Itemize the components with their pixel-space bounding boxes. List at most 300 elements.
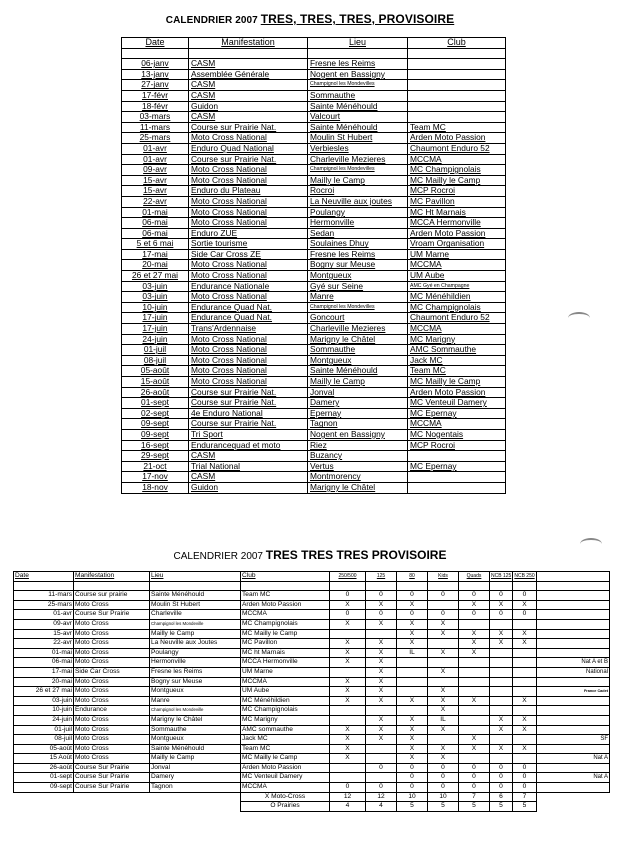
cell-lieu: Moulin St Hubert [150, 600, 241, 610]
cell-date: 21-oct [122, 461, 189, 472]
table-row [122, 249, 506, 260]
cell-date: 08-juil [14, 735, 74, 745]
cell-club: Chaumont Enduro 52 [408, 313, 506, 324]
cell-80: X [397, 629, 428, 639]
blank-cell [74, 792, 150, 802]
cell-date: 17-févr [122, 90, 189, 101]
cell-manifestation: Course sur Prairie Nat. [189, 398, 308, 409]
cell-club [408, 59, 506, 70]
calendar-table-1-body [122, 48, 506, 493]
cell-manifestation: Moto Cross National [189, 165, 308, 176]
cell-club: MC ht Marnais [241, 648, 330, 658]
cell-manifestation: Moto Cross [74, 754, 150, 764]
cell-date: 26 et 27 mai [122, 271, 189, 282]
cell-lieu: Moulin St Hubert [308, 133, 408, 144]
cell-manifestation: Moto Cross [74, 600, 150, 610]
cell-80: X [397, 744, 428, 754]
cell-club: AMC Sommauthe [408, 345, 506, 356]
table-row [122, 429, 506, 440]
cell-ncb125 [490, 658, 513, 668]
cell-quads [459, 667, 490, 677]
cell-kids: X [428, 629, 459, 639]
table-row [122, 48, 506, 59]
cell-quads: X [459, 648, 490, 658]
cell-lieu: Charleville Mezieres [308, 154, 408, 165]
cell-lieu: Sainte Ménéhould [308, 122, 408, 133]
cell-manifestation: Guidon [189, 101, 308, 112]
cell-date: 06-mai [14, 658, 74, 668]
cell-club: Arden Moto Passion [408, 387, 506, 398]
cell-quads: 0 [459, 610, 490, 620]
cell-club [408, 101, 506, 112]
cell-lieu: Buzancy [308, 451, 408, 462]
cell-lieu: Champignol les Mondeville [150, 619, 241, 629]
cell-club: Vroam Organisation [408, 239, 506, 250]
totals-value: 12 [330, 792, 366, 802]
cell-quads: X [459, 744, 490, 754]
cell-kids: X [428, 706, 459, 716]
cell-ncb125: X [490, 744, 513, 754]
cell-date: 20-mai [122, 260, 189, 271]
table-row [14, 581, 610, 591]
table-row [122, 260, 506, 271]
table-row [122, 143, 506, 154]
totals-value: 5 [490, 802, 513, 812]
cell-date: 15-avr [122, 175, 189, 186]
cell-manifestation: Trans'Ardennaise [189, 324, 308, 335]
cell-notes [537, 648, 610, 658]
cell-125: X [366, 696, 397, 706]
cell-notes [537, 591, 610, 601]
table-row [14, 706, 610, 716]
cell-date: 03-juin [14, 696, 74, 706]
cell-club: MC Mailly le Camp [241, 629, 330, 639]
cell-date: 01-sept [122, 398, 189, 409]
cell-250-500: X [330, 754, 366, 764]
cell-kids [428, 735, 459, 745]
header-manifestation: Manifestation [74, 572, 150, 582]
cell-manifestation: Enduro du Plateau [189, 186, 308, 197]
cell-125 [366, 581, 397, 591]
totals-value: 5 [459, 802, 490, 812]
cell-club: Team MC [408, 366, 506, 377]
cell-club: Team MC [241, 591, 330, 601]
cell-club: Arden Moto Passion [241, 763, 330, 773]
cell-lieu: Mailly le Camp [150, 754, 241, 764]
page2-title-main: TRES TRES TRES PROVISOIRE [265, 548, 447, 562]
cell-notes: Nat A [537, 773, 610, 783]
cell-lieu: Champignol les Mondevilles [308, 165, 408, 176]
cell-manifestation: Moto Cross National [189, 345, 308, 356]
cell-club: Arden Moto Passion [408, 228, 506, 239]
cell-80: X [397, 725, 428, 735]
blank-cell [537, 792, 610, 802]
cell-ncb250: 0 [513, 773, 537, 783]
cell-ncb125 [490, 677, 513, 687]
cell-250-500: X [330, 735, 366, 745]
cell-kids: X [428, 725, 459, 735]
cell-ncb125: X [490, 725, 513, 735]
totals-row [14, 792, 610, 802]
cell-kids: X [428, 687, 459, 697]
blank-cell [74, 802, 150, 812]
cell-kids: 0 [428, 610, 459, 620]
table-row [122, 112, 506, 123]
cell-notes [537, 619, 610, 629]
cell-club: MCCMA [408, 154, 506, 165]
cell-date: 06-mai [122, 218, 189, 229]
binder-hole-mark [568, 312, 590, 324]
table-row [122, 398, 506, 409]
cell-ncb250 [513, 706, 537, 716]
table-row [14, 687, 610, 697]
cell-lieu: Nogent en Bassigny [308, 429, 408, 440]
cell-125: 0 [366, 591, 397, 601]
cell-kids: 0 [428, 783, 459, 793]
table-row [122, 440, 506, 451]
page2-title-prefix: CALENDRIER 2007 [173, 551, 266, 562]
cell-ncb125 [490, 696, 513, 706]
cell-manifestation: Course sur Prairie Nat. [189, 387, 308, 398]
totals-value: 5 [397, 802, 428, 812]
calendar-table-2-body [14, 581, 610, 811]
cell-date: 10-juin [122, 302, 189, 313]
cell-250-500: X [330, 725, 366, 735]
blank-cell [150, 792, 241, 802]
cell-date [122, 48, 189, 59]
cell-ncb250: 0 [513, 783, 537, 793]
cell-lieu: Rocroi [308, 186, 408, 197]
cell-250-500: X [330, 619, 366, 629]
cell-125: X [366, 735, 397, 745]
cell-250-500: 0 [330, 591, 366, 601]
cell-manifestation: Moto Cross [74, 677, 150, 687]
cell-quads [459, 725, 490, 735]
table-row [122, 239, 506, 250]
table-row [14, 648, 610, 658]
cell-lieu: Damery [308, 398, 408, 409]
cell-date: 15-avr [14, 629, 74, 639]
cell-club: MCCMA [408, 324, 506, 335]
cell-manifestation: Moto Cross National [189, 218, 308, 229]
cell-ncb125: X [490, 715, 513, 725]
cell-notes [537, 763, 610, 773]
cell-manifestation: CASM [189, 59, 308, 70]
cell-ncb125: 0 [490, 783, 513, 793]
cell-club: Team MC [408, 122, 506, 133]
cell-lieu: Sainte Ménéhould [308, 101, 408, 112]
cell-80: X [397, 639, 428, 649]
cell-quads: 0 [459, 773, 490, 783]
cell-ncb125: X [490, 639, 513, 649]
cell-date: 06-janv [122, 59, 189, 70]
cell-club [408, 90, 506, 101]
blank-cell [14, 792, 74, 802]
cell-ncb250 [513, 687, 537, 697]
cell-date: 17-mai [122, 249, 189, 260]
cell-lieu: Manre [150, 696, 241, 706]
cell-club: Arden Moto Passion [241, 600, 330, 610]
cell-date: 22-avr [14, 639, 74, 649]
table-row [122, 218, 506, 229]
cell-250-500 [330, 629, 366, 639]
table-row [122, 228, 506, 239]
cell-125: X [366, 600, 397, 610]
cell-quads [459, 715, 490, 725]
cell-club: MCCMA [241, 677, 330, 687]
cell-manifestation: Course Sur Prairie [74, 783, 150, 793]
cell-date: 25-mars [122, 133, 189, 144]
cell-125: X [366, 725, 397, 735]
cell-manifestation: Moto Cross [74, 725, 150, 735]
cell-lieu: La Neuville aux Joutes [150, 639, 241, 649]
cell-ncb250 [513, 619, 537, 629]
cell-date: 25-mars [14, 600, 74, 610]
table-row [122, 377, 506, 388]
cell-125 [366, 706, 397, 716]
cell-lieu [150, 581, 241, 591]
cell-lieu: Manre [308, 292, 408, 303]
cell-manifestation: Moto Cross [74, 658, 150, 668]
totals-value: 12 [366, 792, 397, 802]
totals-value: 5 [428, 802, 459, 812]
cell-date: 05-août [122, 366, 189, 377]
table-row [122, 387, 506, 398]
cell-kids: 0 [428, 591, 459, 601]
cell-ncb250: 0 [513, 763, 537, 773]
cell-club: MC Ht Marnais [408, 207, 506, 218]
table-row [122, 334, 506, 345]
cell-club: MC Mailly le Camp [241, 754, 330, 764]
cell-manifestation: Moto Cross National [189, 133, 308, 144]
cell-manifestation: Moto Cross [74, 648, 150, 658]
cell-lieu: Hermonville [150, 658, 241, 668]
cell-kids [428, 639, 459, 649]
cell-manifestation: Endurance Nationale [189, 281, 308, 292]
cell-lieu: Marigny le Châtel [308, 334, 408, 345]
cell-date: 29-sept [122, 451, 189, 462]
cell-quads: X [459, 639, 490, 649]
cell-date: 15-avr [122, 186, 189, 197]
cell-date: 18-nov [122, 482, 189, 493]
cell-club: MC Ménéhildien [241, 696, 330, 706]
header-ncb125: NCB 125 [490, 572, 513, 582]
cell-notes [537, 639, 610, 649]
cell-125: 0 [366, 610, 397, 620]
cell-kids [428, 581, 459, 591]
cell-ncb125: X [490, 629, 513, 639]
cell-date: 09-avr [14, 619, 74, 629]
cell-club: MC Champignolais [241, 706, 330, 716]
cell-kids: X [428, 696, 459, 706]
cell-250-500 [330, 715, 366, 725]
cell-club: MC Venteuil Damery [241, 773, 330, 783]
cell-lieu: Damery [150, 773, 241, 783]
cell-date: 09-sept [14, 783, 74, 793]
cell-lieu: Charleville [150, 610, 241, 620]
cell-club: MC Epernay [408, 461, 506, 472]
cell-club [408, 112, 506, 123]
cell-manifestation: Moto Cross [74, 619, 150, 629]
table-row [122, 366, 506, 377]
cell-notes [537, 629, 610, 639]
cell-lieu: Champignol les Mondeville [150, 706, 241, 716]
cell-lieu: Mailly le Camp [308, 175, 408, 186]
table-row [122, 186, 506, 197]
cell-manifestation: Moto Cross National [189, 260, 308, 271]
cell-manifestation: Course Sur Prairie [74, 773, 150, 783]
blank-cell [150, 802, 241, 812]
cell-date: 27-janv [122, 80, 189, 91]
cell-kids: 0 [428, 763, 459, 773]
table-row [122, 90, 506, 101]
cell-125: X [366, 667, 397, 677]
cell-manifestation: Moto Cross [74, 735, 150, 745]
cell-date: 18-févr [122, 101, 189, 112]
table-row [14, 754, 610, 764]
header-lieu: Lieu [308, 38, 408, 49]
cell-250-500: 0 [330, 610, 366, 620]
cell-manifestation: Moto Cross National [189, 271, 308, 282]
cell-notes [537, 715, 610, 725]
cell-125 [366, 773, 397, 783]
cell-ncb250 [513, 677, 537, 687]
cell-ncb125: 0 [490, 773, 513, 783]
cell-ncb250: X [513, 725, 537, 735]
cell-club: MC Champignolais [408, 165, 506, 176]
cell-lieu: Sommauthe [308, 90, 408, 101]
cell-date: 22-avr [122, 196, 189, 207]
cell-250-500: X [330, 658, 366, 668]
cell-ncb250 [513, 581, 537, 591]
cell-club: UM Marne [408, 249, 506, 260]
cell-lieu: Sommauthe [308, 345, 408, 356]
cell-125: X [366, 687, 397, 697]
cell-manifestation: Assemblée Générale [189, 69, 308, 80]
cell-kids: X [428, 754, 459, 764]
cell-manifestation [74, 581, 150, 591]
totals-value: 7 [459, 792, 490, 802]
cell-club [408, 69, 506, 80]
table-row [14, 619, 610, 629]
table-row [122, 101, 506, 112]
cell-lieu: Sainte Ménéhould [150, 744, 241, 754]
cell-club: MCP Rocroi [408, 440, 506, 451]
cell-date: 02-sept [122, 408, 189, 419]
totals-value: 5 [513, 802, 537, 812]
cell-club [408, 482, 506, 493]
cell-lieu: Montgueux [150, 687, 241, 697]
table-row [122, 461, 506, 472]
cell-manifestation: Moto Cross National [189, 377, 308, 388]
cell-80: X [397, 715, 428, 725]
cell-lieu: Tagnon [308, 419, 408, 430]
cell-lieu: Tagnon [150, 783, 241, 793]
cell-lieu: Fresne les Reims [150, 667, 241, 677]
table-row [14, 773, 610, 783]
cell-250-500: 0 [330, 783, 366, 793]
table-row [122, 122, 506, 133]
blank-cell [537, 802, 610, 812]
header-125: 125 [366, 572, 397, 582]
cell-club: AMC sommauthe [241, 725, 330, 735]
cell-250-500 [330, 706, 366, 716]
cell-lieu: Marigny le Châtel [150, 715, 241, 725]
page1-title-prefix: CALENDRIER 2007 [165, 15, 261, 26]
cell-lieu: Valcourt [308, 112, 408, 123]
cell-manifestation: Endurance Quad Nat. [189, 313, 308, 324]
cell-lieu: Montgueux [150, 735, 241, 745]
cell-club [408, 80, 506, 91]
header-lieu: Lieu [150, 572, 241, 582]
cell-lieu [308, 48, 408, 59]
cell-lieu: Champignol les Mondevilles [308, 80, 408, 91]
cell-250-500: X [330, 677, 366, 687]
cell-club: Jack MC [241, 735, 330, 745]
cell-250-500: X [330, 600, 366, 610]
cell-manifestation: Endurance Quad Nat. [189, 302, 308, 313]
cell-80: 0 [397, 763, 428, 773]
cell-250-500 [330, 581, 366, 591]
cell-club: MC Venteuil Damery [408, 398, 506, 409]
cell-lieu: Mailly le Camp [308, 377, 408, 388]
cell-club: Team MC [241, 744, 330, 754]
cell-quads [459, 754, 490, 764]
cell-club: UM Marne [241, 667, 330, 677]
cell-kids: IL [428, 715, 459, 725]
cell-manifestation: CASM [189, 472, 308, 483]
cell-date: 01-avr [122, 154, 189, 165]
table-row [122, 451, 506, 462]
cell-ncb125 [490, 706, 513, 716]
totals-value: 4 [330, 802, 366, 812]
cell-kids: X [428, 667, 459, 677]
cell-quads: 0 [459, 591, 490, 601]
table-row [122, 419, 506, 430]
cell-80 [397, 687, 428, 697]
cell-club: MCCMA [241, 610, 330, 620]
header-quads: Quads [459, 572, 490, 582]
cell-club: MC Champignolais [241, 619, 330, 629]
header-notes [537, 572, 610, 582]
table-row [14, 735, 610, 745]
page1-title-main: TRES, TRES, TRES, PROVISOIRE [260, 12, 455, 26]
cell-date: 01-juil [122, 345, 189, 356]
totals-value: 10 [428, 792, 459, 802]
cell-manifestation: Moto Cross National [189, 207, 308, 218]
cell-quads [459, 677, 490, 687]
cell-date: 01-mai [14, 648, 74, 658]
cell-ncb125: 0 [490, 591, 513, 601]
table-row [122, 80, 506, 91]
cell-club: UM Aube [408, 271, 506, 282]
cell-125 [366, 629, 397, 639]
cell-notes: National [537, 667, 610, 677]
cell-notes [537, 610, 610, 620]
cell-80 [397, 667, 428, 677]
cell-date: 26-août [14, 763, 74, 773]
cell-club: AMC Gyé en Champagne [408, 281, 506, 292]
cell-250-500: X [330, 687, 366, 697]
header-kids: Kids [428, 572, 459, 582]
cell-kids [428, 600, 459, 610]
cell-ncb125 [490, 754, 513, 764]
cell-manifestation: Guidon [189, 482, 308, 493]
cell-lieu: Poulangy [308, 207, 408, 218]
header-manifestation: Manifestation [189, 38, 308, 49]
cell-club: MC Marigny [408, 334, 506, 345]
table-row [122, 271, 506, 282]
